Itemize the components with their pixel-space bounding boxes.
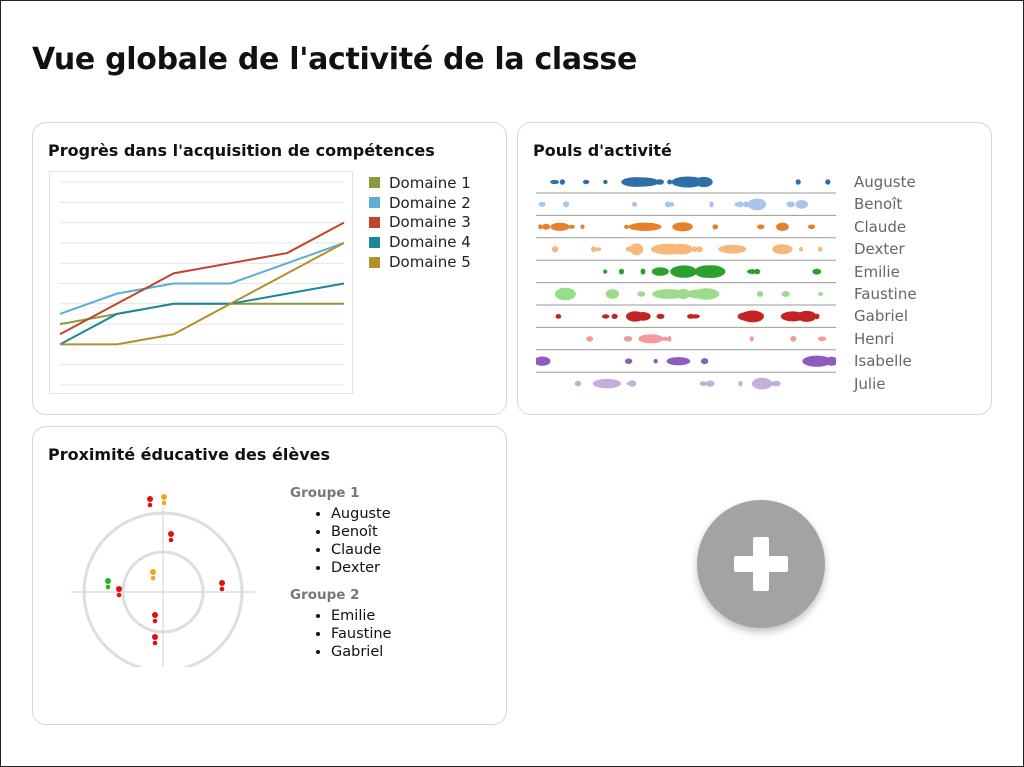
pulse-activity-mark [709,201,714,207]
page-title: Vue globale de l'activité de la classe [32,42,638,77]
pulse-activity-mark [661,290,688,298]
pulse-activity-mark [752,378,772,390]
legend-swatch [369,197,380,208]
pulse-activity-mark [790,336,796,342]
pulse-activity-mark [550,223,569,231]
pulse-activity-mark [612,314,618,319]
student-name: Gabriel [854,307,909,326]
pulse-activity-mark [536,357,551,366]
student-pin[interactable] [152,634,158,645]
pulse-activity-mark [799,247,803,251]
group-member: • Gabriel [331,643,391,661]
activity-pulse-chart [536,171,836,393]
pulse-activity-mark [718,245,746,254]
pulse-activity-mark [654,359,658,363]
pulse-activity-mark [693,288,719,299]
pulse-activity-mark [669,202,674,207]
pulse-activity-mark [550,180,559,184]
pulse-activity-mark [672,222,693,231]
student-name: Faustine [854,284,917,303]
pulse-activity-mark [657,314,665,319]
pulse-activity-mark [796,179,801,184]
pulse-activity-mark [757,224,765,229]
progress-card[interactable] [32,122,507,415]
student-name: Claude [854,217,907,236]
group-title: Groupe 2 [290,587,360,603]
pulse-activity-mark [743,201,750,207]
student-name: Benoît [854,195,903,214]
legend-item [369,213,471,233]
pulse-activity-mark [583,180,589,184]
pulse-activity-mark [624,336,633,342]
student-pin[interactable] [150,569,156,580]
pulse-activity-mark [757,291,763,297]
progress-card-title: Progrès dans l'acquisition de compétences [48,141,435,160]
legend-label: Domaine 3 [389,213,471,232]
group-member: • Emilie [331,607,391,625]
student-pin[interactable] [105,578,111,589]
pulse-activity-mark [630,243,643,255]
student-name: Isabelle [854,352,912,371]
pulse-activity-mark [667,180,672,185]
pulse-activity-mark [586,336,593,341]
group-member: • Faustine [331,625,391,643]
student-pin[interactable] [161,494,167,505]
pulse-activity-mark [738,381,742,387]
legend-label: Domaine 5 [389,253,471,272]
pulse-activity-mark [818,292,823,296]
pulse-activity-mark [695,266,716,278]
pulse-activity-mark [808,225,815,230]
pulse-activity-mark [624,225,629,229]
pulse-activity-mark [741,311,764,323]
pulse-activity-mark [539,202,546,207]
pulse-activity-mark [825,179,830,184]
progress-chart-svg [50,172,354,395]
pulse-activity-mark [750,336,754,341]
legend-swatch [369,217,380,228]
pulse-activity-mark [619,269,624,275]
pulse-activity-mark [696,246,703,252]
legend-swatch [369,177,380,188]
add-widget-button[interactable] [697,500,825,628]
group-member: • Benoît [331,523,391,541]
pulse-activity-mark [772,381,780,387]
pulse-activity-mark [776,223,789,231]
legend-item [369,193,471,213]
pulse-activity-mark [706,381,715,387]
pulse-activity-mark [603,269,607,273]
pulse-activity-mark [815,314,820,320]
student-pin[interactable] [147,496,153,507]
pulse-activity-mark [782,291,790,297]
pulse-activity-mark [591,246,596,252]
legend-label: Domaine 4 [389,233,471,252]
pulse-activity-mark [628,223,661,231]
group-member: • Dexter [331,559,391,577]
proximity-card-title: Proximité éducative des élèves [48,445,330,464]
pulse-activity-mark [603,180,607,184]
pulse-activity-mark [593,379,621,388]
pulse-activity-mark [606,289,619,299]
pulse-activity-mark [552,246,558,252]
pulse-activity-mark [667,357,691,365]
pulse-activity-mark [602,314,609,318]
group-member: • Claude [331,541,391,559]
pulse-activity-mark [795,200,808,209]
legend-item [369,232,471,252]
legend-swatch [369,237,380,248]
student-name: Auguste [854,173,916,191]
pulse-activity-mark [580,225,584,230]
activity-pulse-title: Pouls d'activité [533,141,672,160]
student-name: Emilie [854,262,900,281]
pulse-activity-mark [569,225,575,229]
pulse-activity-mark [637,291,645,296]
pulse-activity-mark [652,267,669,276]
pulse-activity-mark [818,247,822,252]
pulse-activity-mark [641,269,646,275]
pulse-activity-mark [786,201,795,207]
proximity-card[interactable] [32,426,507,725]
group-member-list [331,607,391,661]
activity-pulse-card[interactable] [517,122,992,415]
student-name-list [854,173,917,397]
pulse-activity-mark [575,381,582,387]
pulse-activity-mark [625,358,632,364]
legend-label: Domaine 2 [389,193,471,212]
pulse-activity-mark [670,265,697,277]
pulse-activity-mark [772,244,792,254]
student-name: Henri [854,329,895,348]
progress-legend [369,173,471,272]
pulse-activity-mark [560,179,565,185]
pulse-activity-mark [812,269,821,275]
group-lists [290,485,391,671]
pulse-activity-mark [626,312,646,321]
pulse-activity-mark [632,202,637,207]
group-member: • Auguste [331,505,391,523]
pulse-activity-mark [755,202,762,206]
pulse-activity-mark [563,291,569,297]
legend-item [369,252,471,272]
legend-item [369,173,471,193]
pulse-activity-mark [542,224,550,230]
pulse-activity-mark [538,224,542,229]
legend-label: Domaine 1 [389,173,471,192]
pulse-activity-mark [556,314,562,319]
pulse-activity-mark [628,380,636,386]
pulse-activity-mark [712,224,718,229]
pulse-activity-mark [671,244,693,255]
pulse-activity-mark [738,201,743,207]
pulse-activity-mark [701,358,708,364]
proximity-target-chart [63,487,263,667]
pulse-activity-mark [754,269,761,274]
pulse-activity-mark [687,314,694,319]
progress-chart [49,171,353,394]
pulse-activity-mark [596,247,602,251]
pulse-activity-mark [818,337,827,342]
pulse-activity-mark [700,381,707,386]
pulse-activity-mark [639,334,663,343]
student-name: Julie [854,374,886,393]
pulse-activity-mark [563,201,569,207]
student-pin[interactable] [168,531,174,542]
pulse-activity-mark [698,180,703,184]
group-title: Groupe 1 [290,485,360,501]
student-pin[interactable] [152,612,158,623]
student-pin[interactable] [219,580,225,591]
pulse-activity-mark [781,311,805,321]
student-name: Dexter [854,240,905,259]
legend-swatch [369,257,380,268]
pulse-activity-mark [654,180,661,184]
group-member-list [331,505,391,577]
series-line [60,284,344,345]
